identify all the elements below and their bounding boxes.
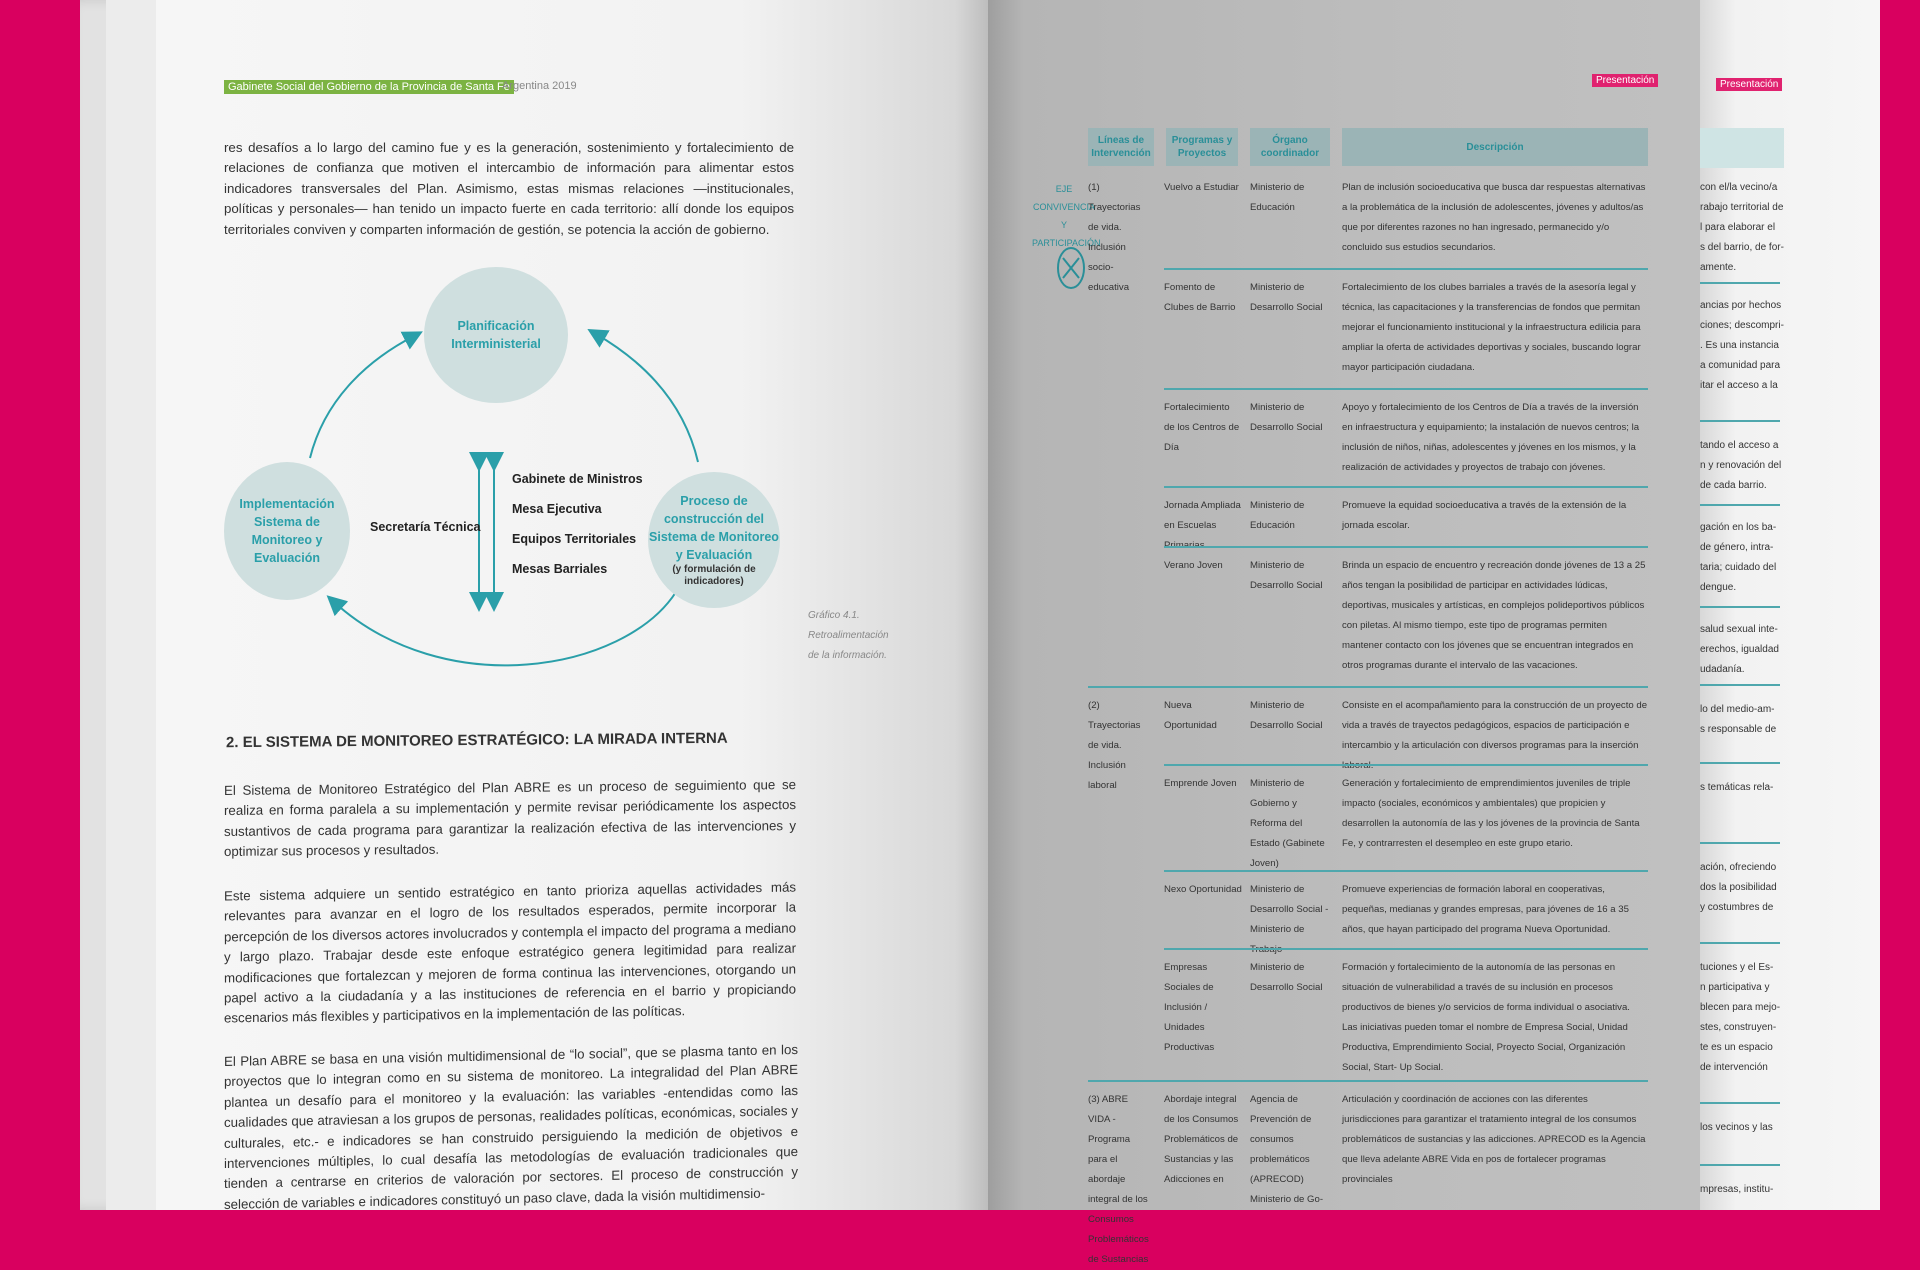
far-text-fragment: n y renovación del xyxy=(1700,460,1782,471)
far-row-divider xyxy=(1700,762,1780,764)
far-text-fragment: n participativa y xyxy=(1700,982,1770,993)
far-row-divider xyxy=(1700,942,1780,944)
cell-organ: Ministerio de Gobierno y Reforma del Estado (Gabinete Joven) xyxy=(1250,778,1325,869)
axis-line: CONVIVENCIA xyxy=(1032,202,1095,212)
right-page xyxy=(988,0,1700,1265)
row-divider xyxy=(1088,1080,1648,1082)
far-text-fragment: los vecinos y las xyxy=(1700,1122,1773,1133)
caption-line: Gráfico 4.1. xyxy=(808,610,860,621)
far-row-divider xyxy=(1700,282,1780,284)
cell-organ: Ministerio de Desarrollo Social xyxy=(1250,700,1323,731)
node-implementacion: Implementación Sistema de Monitoreo y Evaluación xyxy=(224,462,350,600)
axis-label xyxy=(1032,180,1101,252)
cell-desc: Apoyo y fortalecimiento de los Centros de Día a través de la inversión en infraestructura y equipamiento; la instalación de nuevos centros; la inclusión de niños, niñas, adolescentes y jóvenes en los mismos, y la realización de actividades y proyectos de trabajo con jóvenes. xyxy=(1342,402,1640,473)
row-divider xyxy=(1164,870,1648,872)
far-text-fragment: de género, intra- xyxy=(1700,542,1774,553)
far-header-band xyxy=(1700,128,1784,168)
row-divider xyxy=(1164,268,1648,270)
row-divider xyxy=(1164,546,1648,548)
far-row-divider xyxy=(1700,684,1780,686)
center-item: Gabinete de Ministros xyxy=(512,472,643,486)
cell-program: Nexo Oportunidad xyxy=(1164,884,1242,895)
row-divider xyxy=(1164,388,1648,390)
node-planificacion: Planificación Interministerial xyxy=(424,267,568,403)
cell-desc: Brinda un espacio de encuentro y recreación donde jóvenes de 13 a 25 años tengan la posibilidad de participar en actividades lúdicas, deportivas, musicales y artísticas, en complejos polideportivos públicos con piletas. Al mismo tiempo, este tipo de programas permiten mantener contacto con los jóvenes que se encuentran integrados en otros programas durante el intervalo de las vacaciones. xyxy=(1342,560,1646,671)
caption-line: Retroalimentación xyxy=(808,630,889,641)
far-text-fragment: y costumbres de xyxy=(1700,902,1774,913)
node-proceso xyxy=(648,472,780,608)
far-text-fragment: dengue. xyxy=(1700,582,1737,593)
body-paragraph: Este sistema adquiere un sentido estratégico en tanto prioriza aquellas actividades más relevantes para avanzar en el logro de los resultados esperados, permite incorporar la percepción de los diversos actores involucrados y contempla el impacto del programa a mediano y largo plazo. Trabajar desde este enfoque estratégico genera legitimidad para realizar modificaciones que fortalezcan y mejoren de forma continua las intervenciones, otorgando un papel activo a la ciudadanía y a las instituciones de referencia en el barrio y propiciando escenarios más flexibles y participativos en la implementación de las políticas. xyxy=(224,879,796,1026)
cell-desc: Articulación y coordinación de acciones con las diferentes jurisdicciones para garantizar el tratamiento integral de los consumos problemáticos de sustancias y las adicciones. APRECOD es la Agencia que lleva adelante ABRE Vida en pos de fortalecer programas provinciales xyxy=(1342,1094,1646,1185)
far-section-tag: Presentación xyxy=(1716,78,1782,91)
row-divider xyxy=(1164,948,1648,950)
cell-program: Empresas Sociales de Inclusión / Unidades Productivas xyxy=(1164,962,1215,1053)
center-item: Mesas Barriales xyxy=(512,562,608,576)
body-paragraph: El Plan ABRE se basa en una visión multidimensional de “lo social”, que se plasma tanto en los proyectos que lo integran como en su sistema de monitoreo. La integralidad del Plan ABRE plantea un desafío para el monitoreo y la evaluación: las variables -entendidas como las cualidades que atraviesan a los grupos de personas, realidades políticas, económicas, sociales y culturales, etc.- e indicadores se han construido persiguiendo la medición de objetivos e intervenciones múltiples, lo cual desafía las metodologías de evaluación tradicionales que tienden a centrarse en criterios de valoración por sectores. El proceso de construcción y selección de variables e indicadores constituyó un paso clave, dada la visión multidimensio- xyxy=(224,1041,798,1212)
far-text-fragment: ancias por hechos xyxy=(1700,300,1782,311)
section-tag: Presentación xyxy=(1592,74,1658,87)
far-text-fragment: l para elaborar el xyxy=(1700,222,1776,233)
far-text-fragment: taria; cuidado del xyxy=(1700,562,1777,573)
far-text-fragment: a comunidad para xyxy=(1700,360,1781,371)
intro-paragraph: res desafíos a lo largo del camino fue y es la generación, sostenimiento y fortalecimiento de relaciones de confianza que motiven el intercambio de información para alimentar estos indicadores transversales del Plan. Asimismo, estas mismas relaciones —institucionales, políticas y personales— han tenido un impacto fuerte en cada territorio: allí donde los equipos territoriales conviven y comparten información de gestión, se potencia la acción de gobierno. xyxy=(224,140,794,237)
secretaria-tecnica: Secretaría Técnica xyxy=(370,520,481,534)
axis-icon xyxy=(1056,246,1086,292)
cell-desc: Fortalecimiento de los clubes barriales a través de la asesoría legal y técnica, las capacitaciones y la transferencias de fondos que permitan mejorar el funcionamiento institucional y la infraestructura edilicia para ampliar la oferta de actividades deportivas y sociales, buscando lograr mayor participación ciudadana. xyxy=(1342,282,1641,373)
center-item: Equipos Territoriales xyxy=(512,532,637,546)
header-year: Argentina 2019 xyxy=(502,80,577,92)
cell-organ: Ministerio de Educación xyxy=(1250,500,1305,531)
cell-desc: Promueve la equidad socioeducativa a través de la extensión de la jornada escolar. xyxy=(1342,500,1627,531)
far-text-fragment: . Es una instancia xyxy=(1700,340,1779,351)
cell-program: Verano Joven xyxy=(1164,560,1223,571)
far-text-fragment: udadanía. xyxy=(1700,664,1745,675)
cell-desc: Plan de inclusión socioeducativa que busca dar respuestas alternativas a la problemática de la inclusión de adolescentes, jóvenes y adultos/as que por diferentes razones no han ingresado, permanecido y/o concluido sus estudios secundarios. xyxy=(1342,182,1646,253)
diagram-caption xyxy=(808,606,918,666)
cell-organ: Ministerio de Desarrollo Social xyxy=(1250,962,1323,993)
far-text-fragment: stes, construyen- xyxy=(1700,1022,1777,1033)
far-text-fragment: dos la posibilidad xyxy=(1700,882,1777,893)
cell-line: (3) ABRE VIDA - Programa para el abordaje integral de los Consumos Problemáticos de Sustancias xyxy=(1088,1094,1149,1265)
cell-program: Vuelvo a Estudiar xyxy=(1164,182,1239,193)
cell-organ: Agencia de Prevención de consumos problemáticos (APRECOD) Ministerio de Go- xyxy=(1250,1094,1324,1205)
cell-desc: Formación y fortalecimiento de la autonomía de las personas en situación de vulnerabilidad a través de su inclusión en procesos productivos de bienes y/o servicios de forma individual o asociativa. Las iniciativas pueden tomar el nombre de Empresa Social, Unidad Productiva, Emprendimiento Social, Proyecto Social, Organización Social, Start- Up Social. xyxy=(1342,962,1630,1073)
cell-line: (1) Trayectorias de vida. Inclusión socio-educativa xyxy=(1088,182,1141,293)
cell-program: Jornada Ampliada en Escuelas xyxy=(1164,500,1241,531)
far-row-divider xyxy=(1700,504,1780,506)
col-header: Líneas de Intervención xyxy=(1088,128,1154,166)
far-text-fragment: mpresas, institu- xyxy=(1700,1184,1774,1195)
cell-line: (2) Trayectorias de vida. Inclusión laboral xyxy=(1088,700,1141,791)
far-text-fragment: salud sexual inte- xyxy=(1700,624,1778,635)
cell-program: Fortalecimiento de los Centros de Día xyxy=(1164,402,1240,453)
cell-program: Abordaje integral de los Consumos Problemáticos de Sustancias y las Adicciones en xyxy=(1164,1094,1239,1185)
caption-line: de la información. xyxy=(808,650,887,661)
axis-line: EJE xyxy=(1055,184,1073,194)
far-text-fragment: te es un espacio xyxy=(1700,1042,1773,1053)
cell-organ: Ministerio de Desarrollo Social xyxy=(1250,560,1323,591)
cell-desc: Consiste en el acompañamiento para la construcción de un proyecto de vida a través de trayectos pedagógicos, espacios de participación e intercambio y la articulación con diversos programas para la inserción xyxy=(1342,700,1648,751)
far-row-divider xyxy=(1700,842,1780,844)
section-title: 2. EL SISTEMA DE MONITOREO ESTRATÉGICO: LA MIRADA INTERNA xyxy=(225,729,728,752)
col-header: Órgano coordinador xyxy=(1250,128,1330,166)
far-row-divider xyxy=(1700,606,1780,608)
node-proceso-label: Proceso de construcción del Sistema de Monitoreo y Evaluación xyxy=(649,494,779,562)
far-text-fragment: tando el acceso a xyxy=(1700,440,1779,451)
cell-organ: Ministerio de Desarrollo Social xyxy=(1250,282,1323,313)
cell-organ: Ministerio de Desarrollo Social - Ministerio de xyxy=(1250,884,1329,935)
body-paragraph: El Sistema de Monitoreo Estratégico del Plan ABRE es un proceso de seguimiento que se realiza en forma paralela a su implementación y permite revisar periódicamente los aspectos sustantivos de cada programa para garantizar la realización efectiva de las intervenciones y optimizar sus procesos y resultados. xyxy=(224,777,796,860)
far-text-fragment: rabajo territorial de xyxy=(1700,202,1784,213)
far-text-fragment: erechos, igualdad xyxy=(1700,644,1779,655)
row-divider xyxy=(1088,686,1648,688)
far-text-fragment: s del barrio, de for- xyxy=(1700,242,1784,253)
row-divider xyxy=(1164,764,1648,766)
left-page xyxy=(156,0,988,1210)
far-row-divider xyxy=(1700,1164,1780,1166)
center-item: Mesa Ejecutiva xyxy=(512,502,602,516)
page-edge-left-inner xyxy=(106,0,156,1210)
far-text-fragment: ación, ofreciendo xyxy=(1700,862,1777,873)
far-text-fragment: itar el acceso a la xyxy=(1700,380,1778,391)
cell-program: Fomento de Clubes de Barrio xyxy=(1164,282,1236,313)
axis-line: Y PARTICIPACIÓN xyxy=(1032,220,1101,248)
row-divider xyxy=(1164,486,1648,488)
cell-program: Emprende Joven xyxy=(1164,778,1237,789)
cell-organ: Ministerio de Educación xyxy=(1250,182,1305,213)
cell-desc: Generación y fortalecimiento de emprendimientos juveniles de triple impacto (sociales, económicos y ambientales) que propicien y desarrollen la autonomía de las y los jóvenes de la provincia de Santa Fe, y contrarresten el desempleo en este grupo etario. xyxy=(1342,778,1640,849)
far-text-fragment: gación en los ba- xyxy=(1700,522,1777,533)
far-text-fragment: con el/la vecino/a xyxy=(1700,182,1778,193)
far-text-fragment: lo del medio-am- xyxy=(1700,704,1775,715)
far-text-fragment: blecen para mejo- xyxy=(1700,1002,1781,1013)
cell-program: Nueva Oportunidad xyxy=(1164,700,1217,731)
far-text-fragment: amente. xyxy=(1700,262,1737,273)
far-text-fragment: s temáticas rela- xyxy=(1700,782,1774,793)
far-text-fragment: tuciones y el Es- xyxy=(1700,962,1774,973)
far-text-fragment: ciones; descompri- xyxy=(1700,320,1784,331)
col-header: Descripción xyxy=(1342,128,1648,166)
far-row-divider xyxy=(1700,420,1780,422)
far-row-divider xyxy=(1700,1102,1780,1104)
cell-desc: Promueve experiencias de formación laboral en cooperativas, pequeñas, medianas y grandes empresas, para jóvenes de 16 a 35 años, que hayan participado del programa Nueva Oportunidad. xyxy=(1342,884,1629,935)
far-text-fragment: s responsable de xyxy=(1700,724,1777,735)
node-proceso-note: (y formulación de indicadores) xyxy=(672,564,756,587)
far-text-fragment: de cada barrio. xyxy=(1700,480,1767,491)
far-text-fragment: de intervención xyxy=(1700,1062,1768,1073)
header-org: Gabinete Social del Gobierno de la Provincia de Santa Fe xyxy=(224,80,514,94)
cell-organ: Ministerio de Desarrollo Social xyxy=(1250,402,1323,433)
col-header: Programas y Proyectos xyxy=(1166,128,1238,166)
